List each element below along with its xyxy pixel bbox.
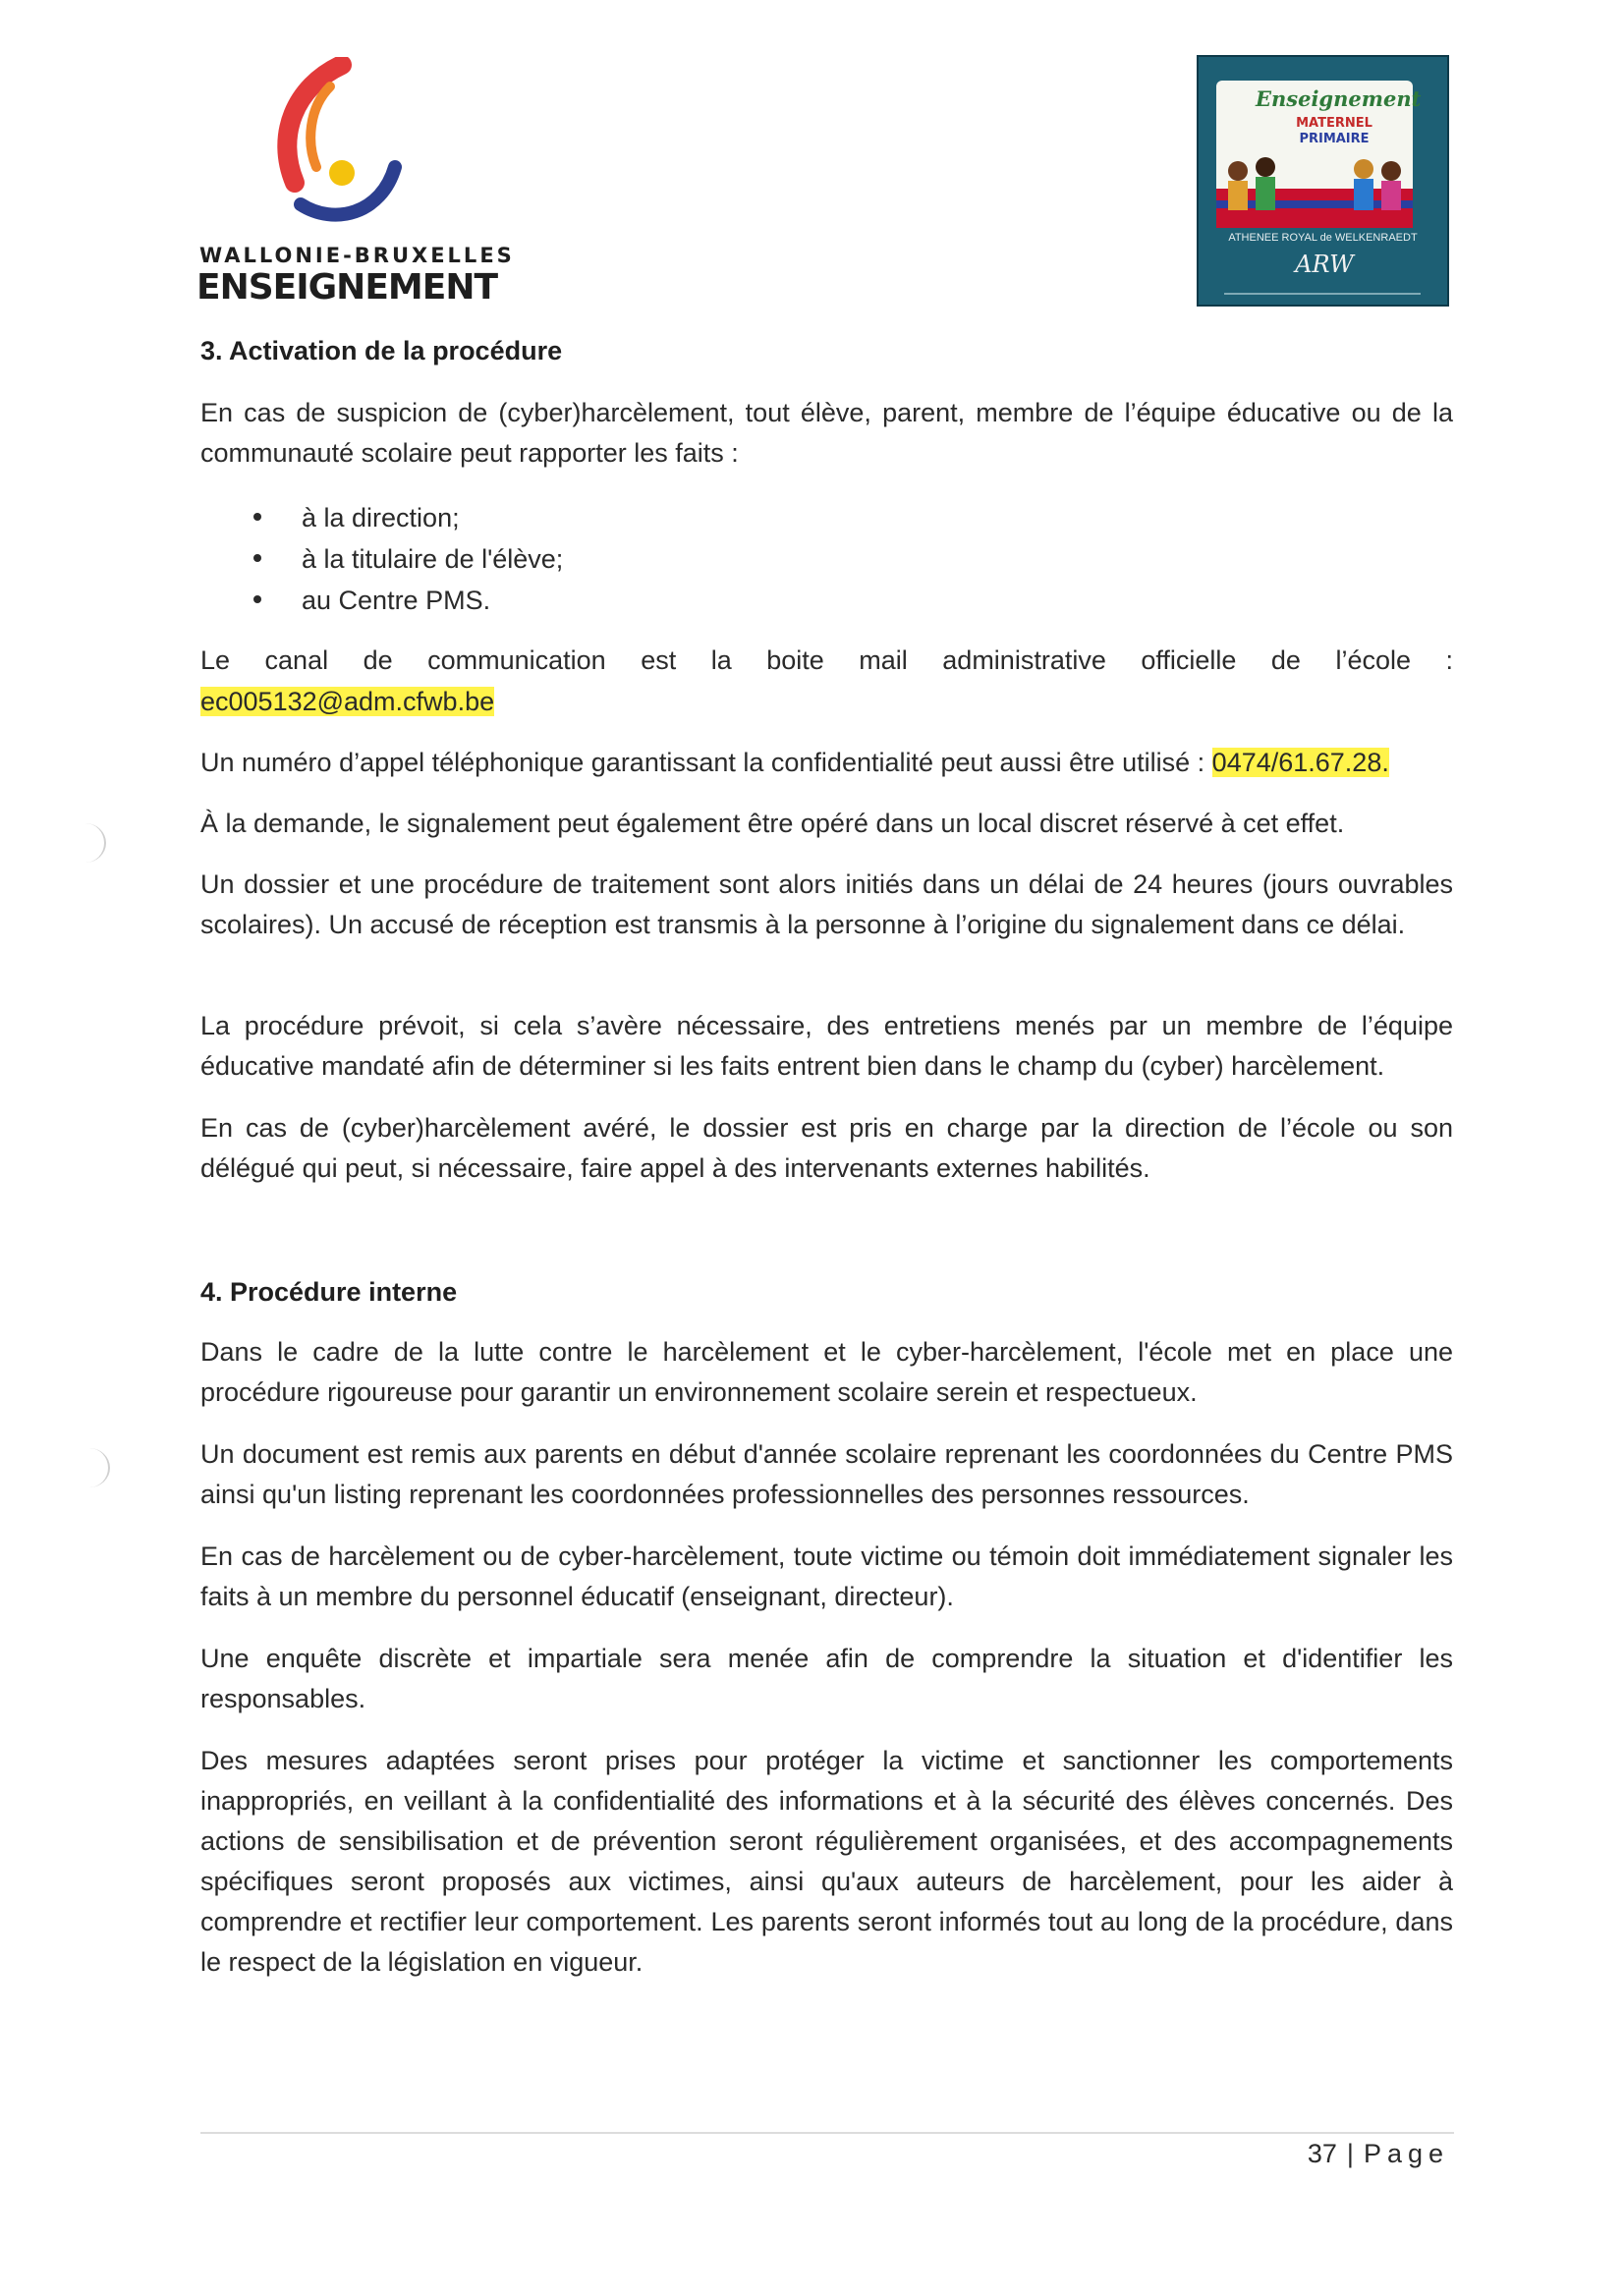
bullet-icon [253, 554, 261, 562]
bullet-text: à la titulaire de l'élève; [302, 544, 564, 574]
page-number: 37 [1307, 2139, 1337, 2168]
channel-email-line [200, 682, 1453, 722]
channel-paragraph [200, 641, 1453, 681]
punch-hole-mark [65, 823, 106, 863]
section-4-paragraph-4: Une enquête discrète et impartiale sera menée afin de comprendre la situation et d'identifier les responsables. [200, 1644, 1453, 1713]
school-logo-title: Enseignement [1256, 86, 1422, 111]
school-logo-subtitle-1: MATERNEL [1296, 116, 1372, 131]
phone-text: Un numéro d’appel téléphonique garantissant la confidentialité peut aussi être utilisé : [200, 748, 1205, 777]
logo-line-2: ENSEIGNEMENT [196, 267, 498, 308]
dossier-paragraph: Un dossier et une procédure de traitement sont alors initiés dans un délai de 24 heures (jours ouvrables scolaires). Un accusé de réception est transmis à la personne à l’origine du signalement dans ce délai. [200, 869, 1453, 939]
school-logo [1197, 55, 1449, 307]
school-logo-board [1216, 81, 1422, 228]
school-email-link[interactable]: ec005132@adm.cfwb.be [200, 687, 495, 716]
page-word: Page [1363, 2139, 1449, 2168]
children-illustration-icon [1216, 149, 1413, 228]
section-4-paragraph-5: Des mesures adaptées seront prises pour protéger la victime et sanctionner les comportements inappropriés, en veillant à la confidentialité des informations et à la sécurité des élèves concernés. Des actions de sensibilisation et de prévention seront régulièrement organisées, et des accompagnements spécifiques seront proposés aux victimes, ainsi qu'aux auteurs de harcèlement, pour les aider à comprendre et rectifier leur comportement. Les parents seront informés tout au long de la procédure, dans le respect de la législation en vigueur. [200, 1746, 1453, 1977]
channel-text: Le canal de communication est la boite mail administrative officielle de l’école : [200, 645, 1453, 675]
avere-paragraph: En cas de (cyber)harcèlement avéré, le dossier est pris en charge par la direction de l’école ou son délégué qui peut, si nécessaire, faire appel à des intervenants externes habilités. [200, 1113, 1453, 1183]
wb-logo-mark-icon [265, 57, 403, 229]
bullet-icon [253, 595, 261, 603]
page-separator: | [1346, 2139, 1354, 2168]
section-4-paragraph-1: Dans le cadre de la lutte contre le harcèlement et le cyber-harcèlement, l'école met en place une procédure rigoureuse pour garantir un environnement scolaire serein et respectueux. [200, 1337, 1453, 1407]
wallonie-bruxelles-logo [196, 57, 515, 312]
page-number-footer [1159, 2134, 1449, 2173]
logo-line-1: WALLONIE-BRUXELLES [199, 244, 515, 267]
bullet-item [200, 497, 460, 538]
section-3-intro: En cas de suspicion de (cyber)harcèlement, tout élève, parent, membre de l’équipe éducative ou de la communauté scolaire peut rapporter les faits : [200, 398, 1453, 468]
bullet-text: au Centre PMS. [302, 586, 491, 615]
school-logo-mark: ARW [1295, 251, 1354, 278]
phone-paragraph [200, 743, 1453, 783]
bullet-item [200, 580, 490, 621]
bullet-icon [253, 513, 261, 521]
section-4-paragraph-3: En cas de harcèlement ou de cyber-harcèlement, toute victime ou témoin doit immédiatement signaler les faits à un membre du personnel éducatif (enseignant, directeur). [200, 1541, 1453, 1611]
entretiens-paragraph: La procédure prévoit, si cela s’avère nécessaire, des entretiens menés par un membre de l’équipe éducative mandaté afin de déterminer si les faits entrent bien dans le champ du (cyber) harcèlement. [200, 1011, 1453, 1081]
section-4-paragraph-2: Un document est remis aux parents en début d'année scolaire reprenant les coordonnées du Centre PMS ainsi qu'un listing reprenant les coordonnées professionnelles des personnes ressources. [200, 1439, 1453, 1509]
bullet-item [200, 538, 563, 580]
bullet-text: à la direction; [302, 503, 460, 532]
phone-number: 0474/61.67.28. [1211, 748, 1389, 777]
local-paragraph: À la demande, le signalement peut également être opéré dans un local discret réservé à cet effet. [200, 809, 1345, 838]
section-3-heading: 3. Activation de la procédure [200, 336, 563, 365]
school-logo-footer-line [1224, 293, 1421, 295]
section-4-heading: 4. Procédure interne [200, 1277, 458, 1307]
school-logo-name: ATHENEE ROYAL de WELKENRAEDT [1228, 232, 1418, 244]
punch-hole-mark [69, 1448, 110, 1487]
school-logo-subtitle-2: PRIMAIRE [1299, 132, 1370, 146]
